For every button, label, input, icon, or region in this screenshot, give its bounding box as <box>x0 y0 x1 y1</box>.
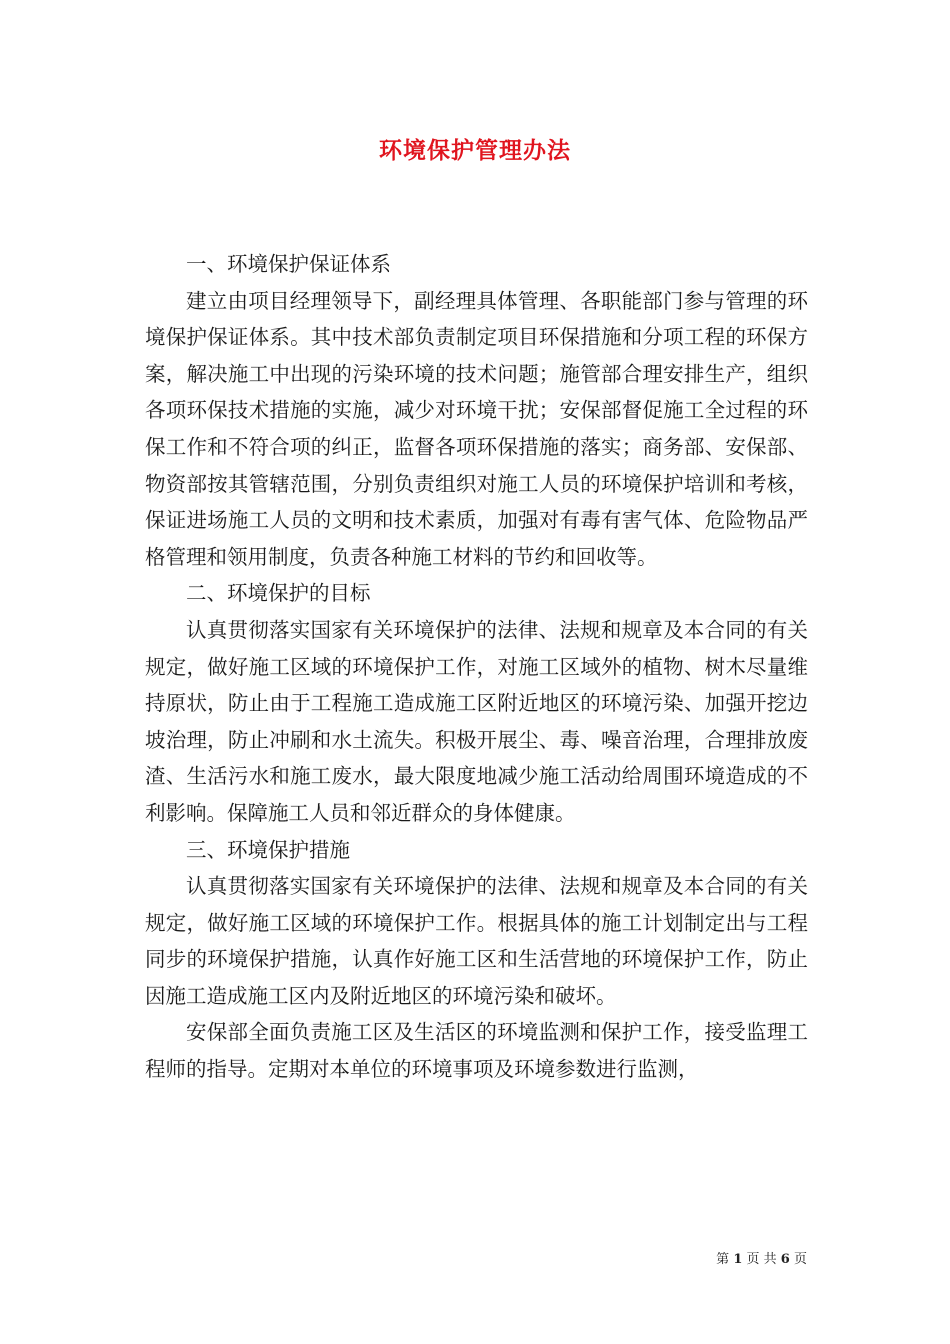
page-number-footer <box>716 1248 807 1267</box>
section-heading-3: 三、环境保护措施 <box>186 837 350 862</box>
section-2-paragraph-1: 认真贯彻落实国家有关环境保护的法律、法规和规章及本合同的有关规定，做好施工区域的环境保护工作，对施工区域外的植物、树木尽量维持原状，防止由于工程施工造成施工区附近地区的环境污染、加强开挖边坡治理，防止冲刷和水土流失。积极开展尘、毒、噪音治理，合理排放废渣、生活污水和施工废水，最大限度地减少施工活动给周围环境造成的不利影响。保障施工人员和邻近群众的身体健康。 <box>145 617 808 825</box>
footer-suffix: 页 <box>793 1252 807 1267</box>
footer-total-pages: 6 <box>780 1252 790 1267</box>
footer-middle: 页 共 <box>746 1252 777 1267</box>
section-3-paragraph-1: 认真贯彻落实国家有关环境保护的法律、法规和规章及本合同的有关规定，做好施工区域的环境保护工作。根据具体的施工计划制定出与工程同步的环境保护措施，认真作好施工区和生活营地的环境保护工作，防止因施工造成施工区内及附近地区的环境污染和破坏。 <box>145 874 808 1008</box>
section-heading-2: 二、环境保护的目标 <box>186 581 371 606</box>
section-1-paragraph-1: 建立由项目经理领导下，副经理具体管理、各职能部门参与管理的环境保护保证体系。其中技术部负责制定项目环保措施和分项工程的环保方案，解决施工中出现的污染环境的技术问题；施管部合理安排生产，组织各项环保技术措施的实施，减少对环境干扰；安保部督促施工全过程的环保工作和不符合项的纠正，监督各项环保措施的落实；商务部、安保部、物资部按其管辖范围，分别负责组织对施工人员的环境保护培训和考核，保证进场施工人员的文明和技术素质，加强对有毒有害气体、危险物品严格管理和领用制度，负责各种施工材料的节约和回收等。 <box>145 288 808 569</box>
document-body <box>145 246 808 1088</box>
footer-current-page: 1 <box>733 1252 743 1267</box>
section-3-paragraph-2: 安保部全面负责施工区及生活区的环境监测和保护工作，接受监理工程师的指导。定期对本单位的环境事项及环境参数进行监测， <box>145 1020 808 1082</box>
section-heading-1: 一、环境保护保证体系 <box>186 252 391 276</box>
footer-prefix: 第 <box>716 1252 730 1267</box>
document-title: 环境保护管理办法 <box>379 137 571 164</box>
